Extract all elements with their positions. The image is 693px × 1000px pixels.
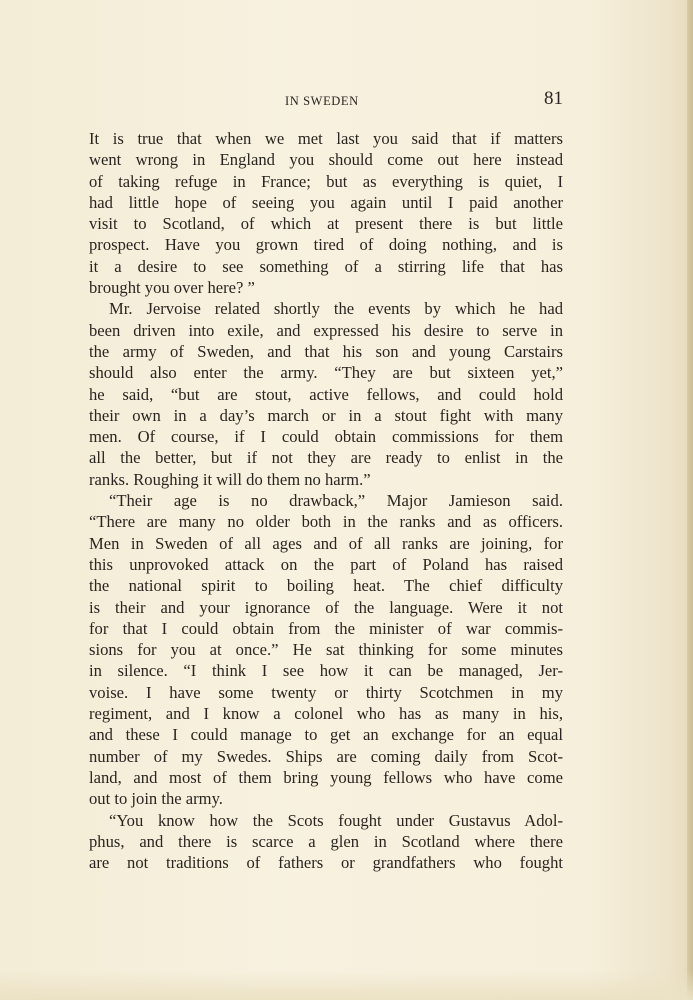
text-line: “You know how the Scots fought under Gustavus Adol- bbox=[109, 810, 563, 830]
page-edge-shadow bbox=[687, 0, 693, 1000]
text-line: phus, and there is scarce a glen in Scotland where there bbox=[89, 831, 563, 851]
page-number: 81 bbox=[544, 88, 563, 109]
text-line: is their and your ignorance of the language. Were it not bbox=[89, 597, 563, 617]
text-line: visit to Scotland, of which at present there is but little bbox=[89, 214, 563, 234]
text-line: in silence. “I think I see how it can be managed, Jer- bbox=[89, 661, 563, 681]
text-line: sions for you at once.” He sat thinking for some minutes bbox=[89, 640, 563, 660]
text-line: prospect. Have you grown tired of doing nothing, and is bbox=[89, 235, 563, 255]
text-line: their own in a day’s march or in a stout fight with many bbox=[89, 405, 563, 425]
text-line: of taking refuge in France; but as everything is quiet, I bbox=[89, 171, 563, 191]
body-text bbox=[89, 128, 563, 873]
text-line: all the better, but if not they are ready to enlist in the bbox=[89, 448, 563, 468]
text-line: “Their age is no drawback,” Major Jamieson said. bbox=[109, 491, 563, 511]
page-bottom-shade bbox=[0, 970, 693, 1000]
text-line: he said, “but are stout, active fellows, and could hold bbox=[89, 384, 563, 404]
page-header bbox=[89, 88, 563, 114]
text-line: Mr. Jervoise related shortly the events by which he had bbox=[109, 299, 563, 319]
text-line: the army of Sweden, and that his son and young Carstairs bbox=[89, 341, 563, 361]
text-line: out to join the army. bbox=[89, 789, 223, 809]
running-head: IN SWEDEN bbox=[285, 94, 359, 108]
text-line: it a desire to see something of a stirring life that has bbox=[89, 256, 563, 276]
text-line: should also enter the army. “They are but sixteen yet,” bbox=[89, 363, 563, 383]
text-line: brought you over here? ” bbox=[89, 278, 255, 298]
text-line: regiment, and I know a colonel who has as many in his, bbox=[89, 704, 563, 724]
text-line: men. Of course, if I could obtain commissions for them bbox=[89, 427, 563, 447]
text-line: this unprovoked attack on the part of Poland has raised bbox=[89, 554, 563, 574]
text-line: the national spirit to boiling heat. The chief difficulty bbox=[89, 576, 563, 596]
text-line: “There are many no older both in the ranks and as officers. bbox=[89, 512, 563, 532]
text-line: number of my Swedes. Ships are coming daily from Scot- bbox=[89, 746, 563, 766]
text-line: land, and most of them bring young fellows who have come bbox=[89, 767, 563, 787]
text-line: ranks. Roughing it will do them no harm.” bbox=[89, 469, 371, 489]
text-line: went wrong in England you should come out here instead bbox=[89, 150, 563, 170]
text-line: voise. I have some twenty or thirty Scotchmen in my bbox=[89, 682, 563, 702]
text-line: Men in Sweden of all ages and of all ranks are joining, for bbox=[89, 533, 563, 553]
text-line: It is true that when we met last you said that if matters bbox=[89, 129, 563, 148]
text-line: and these I could manage to get an exchange for an equal bbox=[89, 725, 563, 745]
text-line: are not traditions of fathers or grandfathers who fought bbox=[89, 853, 563, 873]
text-line: had little hope of seeing you again until I paid another bbox=[89, 192, 563, 212]
text-line: for that I could obtain from the minister of war commis- bbox=[89, 618, 563, 638]
text-line: been driven into exile, and expressed his desire to serve in bbox=[89, 320, 563, 340]
